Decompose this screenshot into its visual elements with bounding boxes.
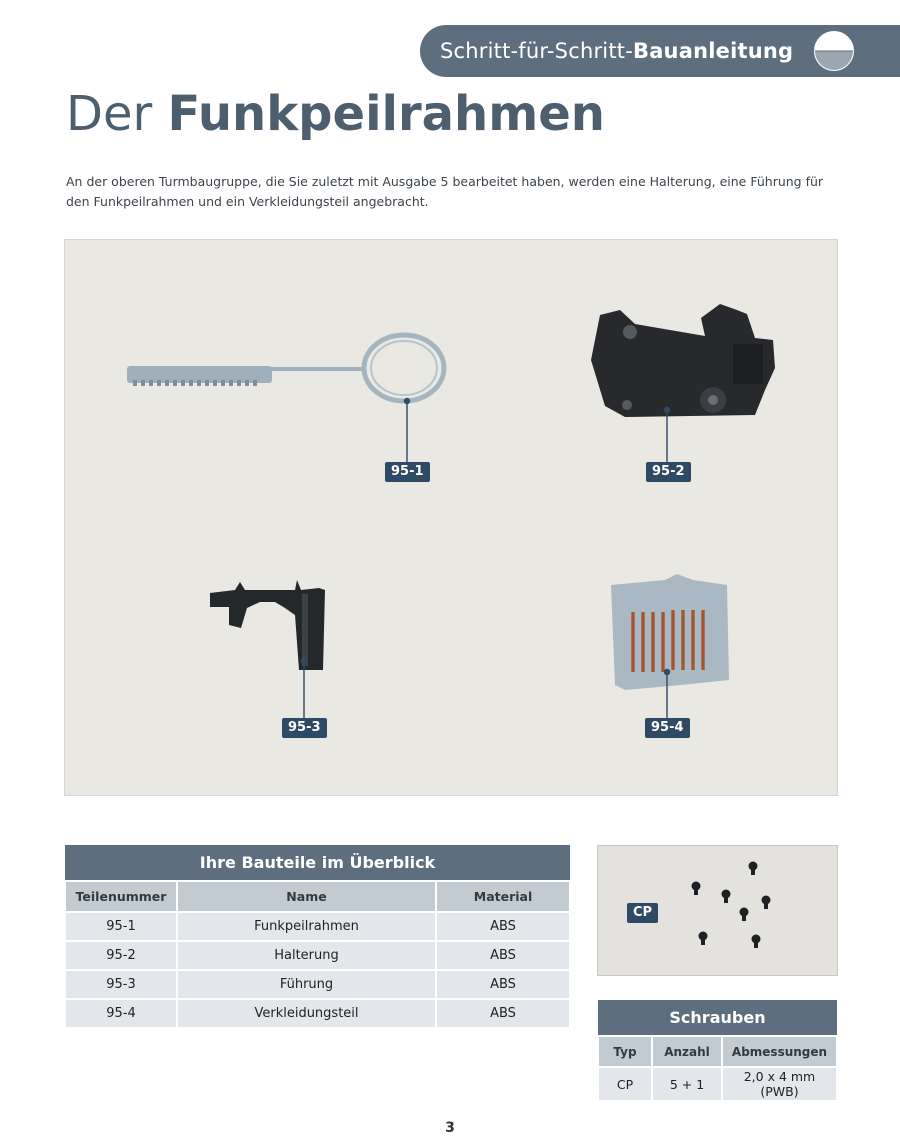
table-cell: 95-4 xyxy=(65,999,177,1028)
screw-type-tag: CP xyxy=(627,903,658,923)
part-tag: 95-1 xyxy=(385,462,430,482)
column-header: Abmessungen xyxy=(722,1036,837,1067)
parts-photo xyxy=(64,239,838,796)
table-cell: CP xyxy=(598,1067,652,1101)
table-cell: ABS xyxy=(436,912,570,941)
table-cell: 2,0 x 4 mm (PWB) xyxy=(722,1067,837,1101)
part-95-3-image xyxy=(210,580,325,670)
part-tag: 95-3 xyxy=(282,718,327,738)
section-header-tab xyxy=(420,25,900,77)
table-cell: ABS xyxy=(436,941,570,970)
parts-table-caption: Ihre Bauteile im Überblick xyxy=(65,845,570,881)
table-row xyxy=(65,970,570,999)
screws-table-caption: Schrauben xyxy=(598,1000,837,1036)
column-header: Typ xyxy=(598,1036,652,1067)
table-row xyxy=(65,912,570,941)
table-cell: ABS xyxy=(436,999,570,1028)
column-header: Teilenummer xyxy=(65,881,177,912)
screws-photo xyxy=(597,845,838,976)
part-95-2-image xyxy=(591,304,775,417)
table-cell: 5 + 1 xyxy=(652,1067,722,1101)
page-number: 3 xyxy=(445,1120,455,1136)
table-row xyxy=(65,999,570,1028)
table-row xyxy=(65,941,570,970)
table-cell: Führung xyxy=(177,970,436,999)
table-row xyxy=(598,1067,837,1101)
part-tag: 95-4 xyxy=(645,718,690,738)
part-95-1-image xyxy=(127,335,444,401)
page-title: Der Funkpeilrahmen xyxy=(66,86,605,142)
table-cell: Verkleidungsteil xyxy=(177,999,436,1028)
table-cell: 95-2 xyxy=(65,941,177,970)
intro-paragraph: An der oberen Turmbaugruppe, die Sie zuletzt mit Ausgabe 5 bearbeitet haben, werden eine Halterung, eine Führung für den Funkpeilrahmen und ein Verkleidungsteil angebracht. xyxy=(66,174,824,209)
part-tag: 95-2 xyxy=(646,462,691,482)
table-cell: Halterung xyxy=(177,941,436,970)
table-cell: Funkpeilrahmen xyxy=(177,912,436,941)
column-header: Name xyxy=(177,881,436,912)
table-cell: 95-1 xyxy=(65,912,177,941)
section-header-text: Schritt-für-Schritt-Bauanleitung xyxy=(440,39,794,63)
parts-illustration xyxy=(65,240,839,797)
table-cell: 95-3 xyxy=(65,970,177,999)
column-header: Material xyxy=(436,881,570,912)
column-header: Anzahl xyxy=(652,1036,722,1067)
parts-table xyxy=(64,845,571,1029)
globe-icon xyxy=(813,30,855,72)
table-cell: ABS xyxy=(436,970,570,999)
leader-lines xyxy=(302,399,670,719)
screws-table xyxy=(597,1000,838,1102)
